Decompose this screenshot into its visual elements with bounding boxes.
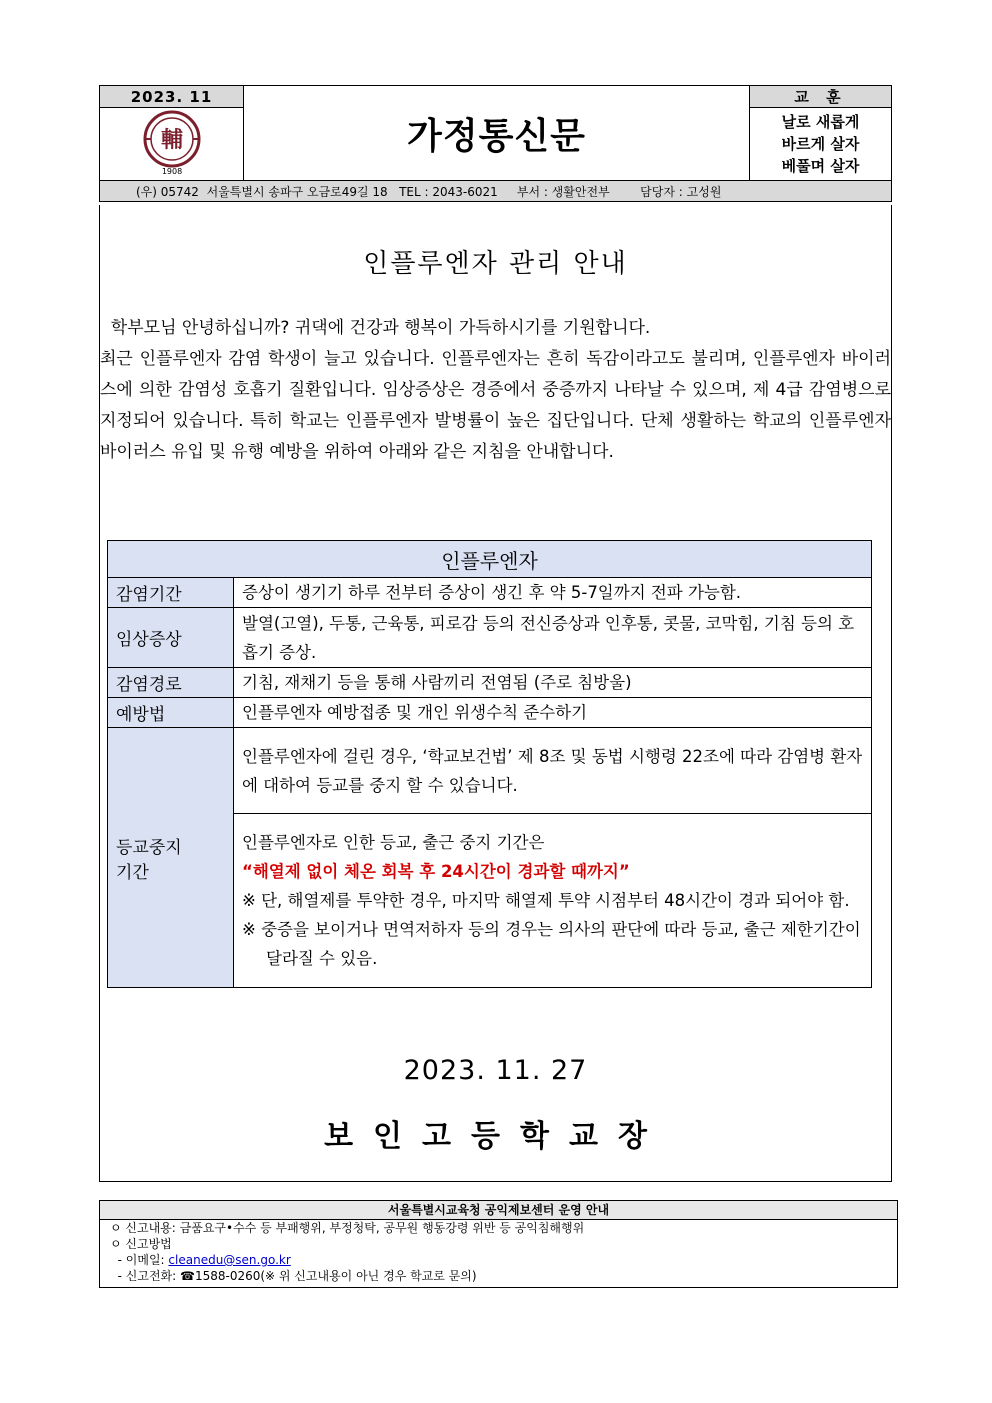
footer-report-method: ㅇ 신고방법: [110, 1237, 172, 1251]
motto-line-3: 베풀며 살자: [781, 157, 860, 175]
footer-phone-line: - 신고전화: ☎1588-0260(※ 위 신고내용이 아닌 경우 학교로 문의): [110, 1269, 477, 1283]
school-emblem-icon: [137, 108, 207, 176]
footer-email-line: [100, 1252, 897, 1268]
issue-date: 2023. 11: [100, 86, 244, 108]
page-title: 가정통신문: [244, 86, 750, 181]
suspension-intro: 인플루엔자로 인한 등교, 출근 중지 기간은: [242, 833, 545, 852]
row-value-transmission: 기침, 재채기 등을 통해 사람끼리 전염됨 (주로 침방울): [234, 668, 872, 698]
greeting-paragraph: 학부모님 안녕하십니까? 귀댁에 건강과 행복이 가득하시기를 기원합니다.: [100, 318, 651, 338]
motto-heading: 교 훈: [750, 86, 892, 108]
suspension-law-text: 인플루엔자에 걸린 경우, ‘학교보건법’ 제 8조 및 동법 시행령 22조에 따라 감염병 환자에 대하여 등교를 중지 할 수 있습니다.: [234, 728, 872, 814]
intro-text: [100, 313, 891, 468]
whistleblower-footer: [99, 1200, 898, 1288]
motto-line-2: 바르게 살자: [781, 135, 860, 153]
signature-school: 보인고등학교장: [324, 1119, 667, 1154]
suspension-label-line-1: 등교중지: [116, 837, 182, 858]
suspension-details: [234, 814, 872, 988]
row-value-prevention: 인플루엔자 예방접종 및 개인 위생수칙 준수하기: [234, 698, 872, 728]
suspension-note-2: ※ 중증을 보이거나 면역저하자 등의 경우는 의사의 판단에 따라 등교, 출근 제한기간이 달라질 수 있음.: [242, 920, 861, 968]
row-value-symptoms: 발열(고열), 두통, 근육통, 피로감 등의 전신증상과 인후통, 콧물, 코막힘, 기침 등의 호흡기 증상.: [234, 608, 872, 668]
motto-box: [750, 108, 892, 181]
suspension-note-1: ※ 단, 해열제를 투약한 경우, 마지막 해열제 투약 시점부터 48시간이 경과 되어야 함.: [242, 891, 850, 910]
notice-body: [99, 205, 892, 1182]
influenza-table: [107, 540, 872, 988]
signature-date: 2023. 11. 27: [403, 1055, 588, 1086]
suspension-highlight: “해열제 없이 체온 회복 후 24시간이 경과할 때까지”: [242, 862, 630, 881]
row-label-prevention: 예방법: [108, 698, 234, 728]
school-logo: [100, 108, 244, 181]
info-paragraph: 최근 인플루엔자 감염 학생이 늘고 있습니다. 인플루엔자는 흔히 독감이라고도 불리며, 인플루엔자 바이러스에 의한 감염성 호흡기 질환입니다. 임상증상은 경증에서 중증까지 나타날 수 있으며, 제 4급 감염병으로 지정되어 있습니다. 특히 학교는 인플루엔자 발병률이 높은 집단입니다. 단체 생활하는 학교의 인플루엔자 바이러스 유입 및 유행 예방을 위하여 아래와 같은 지침을 안내합니다.: [100, 349, 891, 462]
row-label-transmission: 감염경로: [108, 668, 234, 698]
header-table: [99, 85, 892, 202]
logo-character: 輔: [160, 127, 183, 153]
row-label-symptoms: 임상증상: [108, 608, 234, 668]
suspension-label-line-2: 기간: [116, 862, 149, 883]
table-caption: 인플루엔자: [108, 541, 872, 578]
row-label-infection-period: 감염기간: [108, 578, 234, 608]
row-label-suspension: [108, 728, 234, 988]
logo-year: 1908: [161, 167, 182, 176]
notice-title: 인플루엔자 관리 안내: [363, 249, 628, 279]
address-line: (우) 05742 서울특별시 송파구 오금로49길 18 TEL : 2043-6021 부서 : 생활안전부 담당자 : 고성원: [100, 181, 892, 202]
motto-line-1: 날로 새롭게: [781, 113, 860, 131]
footer-email-prefix: - 이메일:: [110, 1253, 169, 1267]
footer-heading: 서울특별시교육청 공익제보센터 운영 안내: [100, 1201, 897, 1220]
footer-report-content: ㅇ 신고내용: 금품요구•수수 등 부패행위, 부정청탁, 공무원 행동강령 위반 등 공익침해행위: [110, 1221, 585, 1235]
footer-email-link[interactable]: cleanedu@sen.go.kr: [168, 1253, 291, 1267]
row-value-infection-period: 증상이 생기기 하루 전부터 증상이 생긴 후 약 5-7일까지 전파 가능함.: [234, 578, 872, 608]
